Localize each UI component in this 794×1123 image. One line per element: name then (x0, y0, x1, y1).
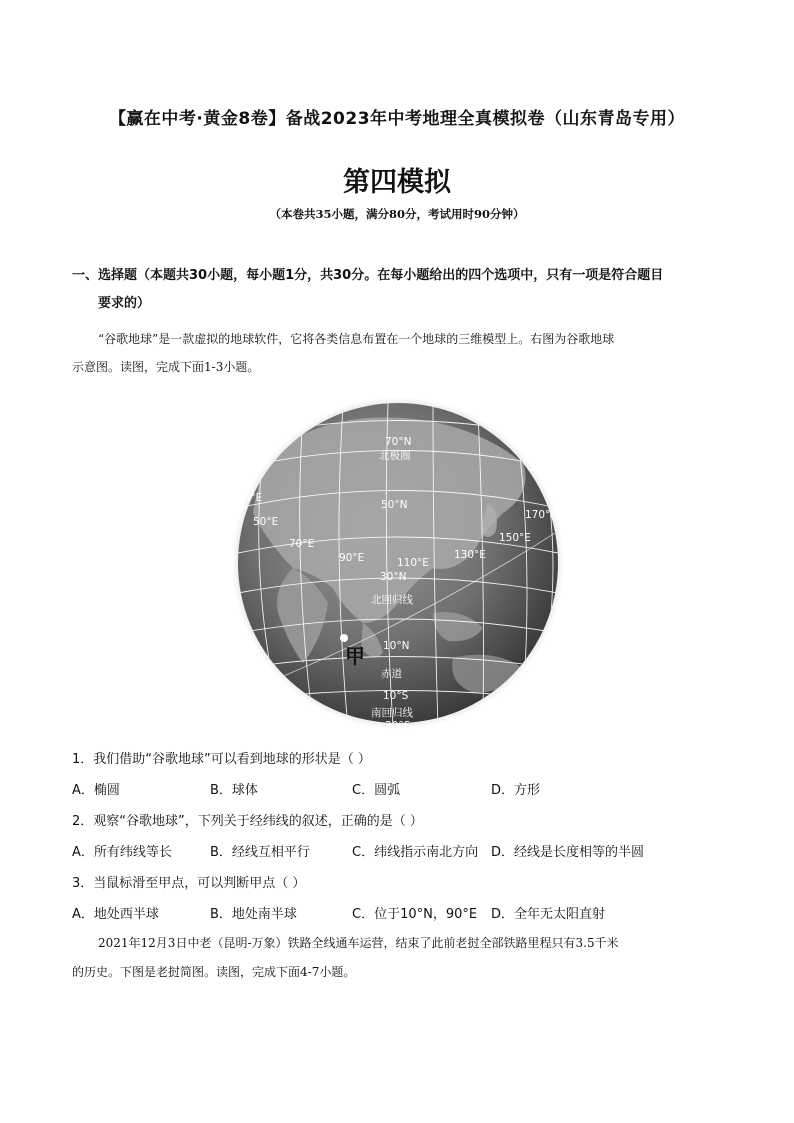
label-tropic-of-capricorn: 南回归线 (371, 707, 413, 719)
section-heading (72, 262, 732, 318)
label-130e: 130°E (454, 549, 486, 561)
label-90e: 90°E (339, 552, 365, 564)
q3-option-d: D．全年无太阳直射 (491, 907, 606, 922)
label-10n: 10°N (383, 640, 410, 652)
question-2-stem: 2．观察“谷歌地球”，下列关于经纬线的叙述，正确的是（ ） (72, 814, 423, 829)
label-equator: 赤道 (381, 668, 402, 680)
q1-option-a: A．椭圆 (72, 783, 120, 798)
globe-image (233, 393, 563, 733)
question-3-stem: 3．当鼠标滑至甲点，可以判断甲点（ ） (72, 876, 306, 891)
label-arctic-circle: 北极圈 (379, 450, 411, 462)
label-30e: 30°E (237, 492, 263, 504)
q1-option-c: C．圆弧 (352, 783, 401, 798)
label-170e: 170°E (525, 509, 557, 521)
label-30s: 30°S (385, 720, 411, 732)
label-10s: 10°S (383, 690, 409, 702)
q2-option-c: C．纬线指示南北方向 (352, 845, 479, 860)
page-title: 第四模拟 (343, 167, 451, 198)
q1-option-b: B．球体 (210, 783, 258, 798)
label-50e: 50°E (253, 516, 279, 528)
passage2-line1: 2021年12月3日中老（昆明-万象）铁路全线通车运营，结束了此前老挝全部铁路里程只有3.5千米 (98, 936, 619, 950)
intro-paragraph (72, 325, 722, 381)
label-30n: 30°N (380, 571, 407, 583)
label-tropic-of-cancer: 北回归线 (371, 594, 413, 606)
label-70e: 70°E (289, 538, 315, 550)
google-earth-globe (233, 393, 563, 733)
q2-option-d: D．经线是长度相等的半圆 (491, 845, 645, 860)
label-point-jia: 甲 (345, 644, 365, 668)
label-70n: 70°N (385, 436, 412, 448)
label-110e: 110°E (397, 557, 429, 569)
section-heading-line1: 一、选择题（本题共30小题，每小题1分，共30分。在每小题给出的四个选项中，只有一项是符合题目 (72, 268, 664, 283)
intro-line1: “谷歌地球”是一款虚拟的地球软件，它将各类信息布置在一个地球的三维模型上。右图为谷歌地球 (98, 332, 615, 346)
q2-option-a: A．所有纬线等长 (72, 845, 172, 860)
q3-option-a: A．地处西半球 (72, 907, 159, 922)
exam-header: 【赢在中考·黄金8卷】备战2023年中考地理全真模拟卷（山东青岛专用） (108, 109, 686, 129)
label-50n: 50°N (381, 499, 408, 511)
question-1-stem: 1．我们借助“谷歌地球”可以看到地球的形状是（ ） (72, 752, 371, 767)
q2-option-b: B．经线互相平行 (210, 845, 310, 860)
q3-option-c: C．位于10°N，90°E (352, 907, 478, 922)
intro-line2: 示意图。读图，完成下面1-3小题。 (72, 360, 260, 374)
passage2-line2: 的历史。下图是老挝简图。读图，完成下面4-7小题。 (72, 965, 356, 979)
point-jia-marker (340, 634, 348, 642)
section-heading-line2: 要求的） (98, 296, 151, 311)
q1-option-d: D．方形 (491, 783, 541, 798)
exam-info: （本卷共35小题，满分80分，考试用时90分钟） (269, 207, 525, 221)
q3-option-b: B．地处南半球 (210, 907, 297, 922)
laos-railway-passage (72, 929, 722, 987)
label-150e: 150°E (499, 532, 531, 544)
